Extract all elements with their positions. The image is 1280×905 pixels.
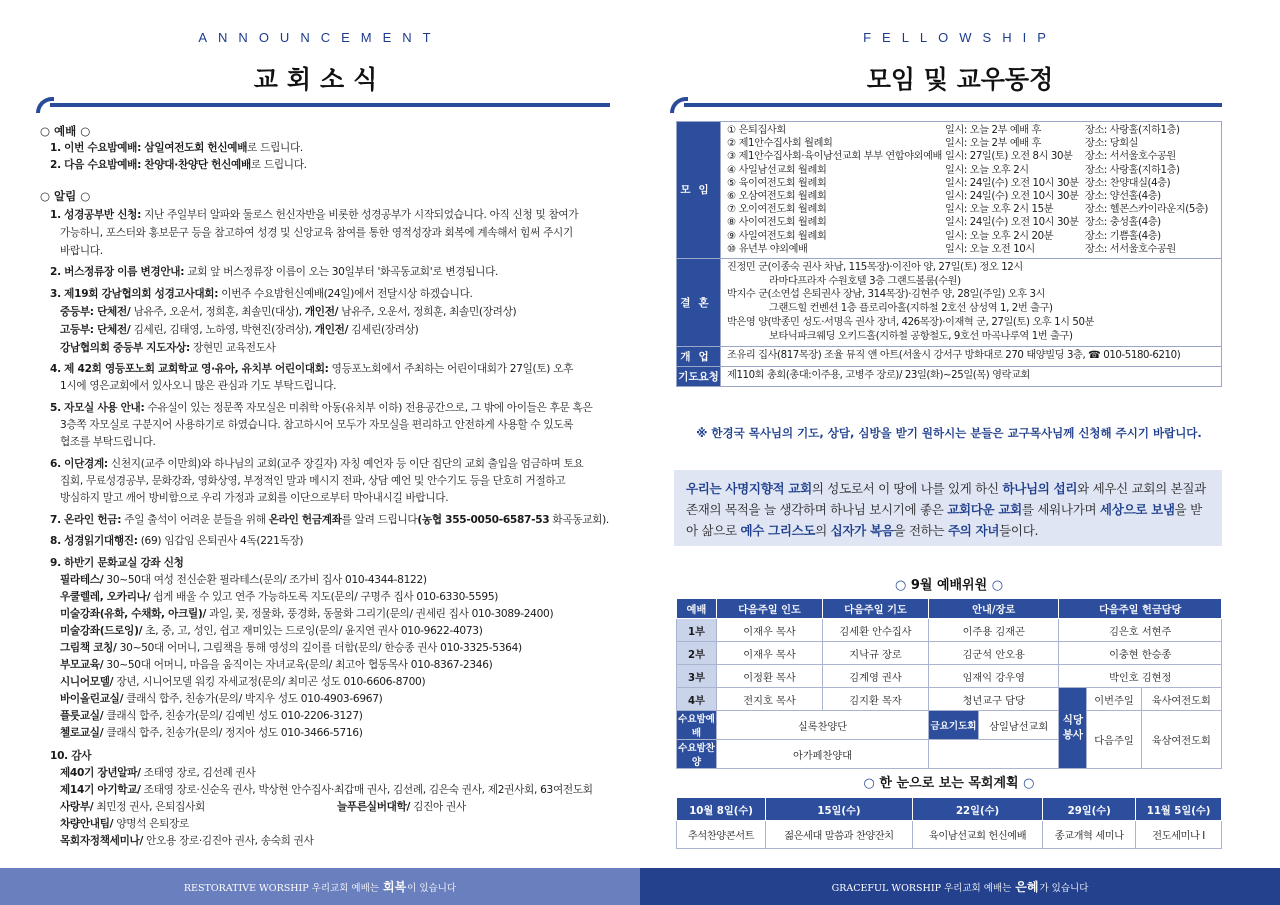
meetings-row — [677, 122, 1222, 259]
prayer-row — [677, 366, 1222, 386]
worship-item-1: 1. 이번 수요밤예배: 삼일여전도회 헌신예배로 드립니다. — [50, 142, 303, 154]
ministry-plan-heading: ○ 한 눈으로 보는 목회계획 ○ — [863, 776, 1035, 791]
opening-row — [677, 346, 1222, 366]
class-item: 플룻교실/ 클래식 합주, 친송가(문의/ 김예빈 성도 010-2206-3127) — [60, 710, 363, 722]
table-row: 1부 이재우 목사 김세환 안수집사 이주용 김재곤 김은호 서현주 — [677, 619, 1222, 642]
col-header: 다음주일 기도 — [823, 599, 929, 619]
thanks-item: 차량안내팀/ 양명석 은퇴장로 — [60, 818, 189, 830]
meeting-item: ⑤ 육이여전도회 월례회 일시: 24일(수) 오전 10시 30분 장소: 찬양대실(4층) — [727, 177, 1171, 189]
wedding-line: 박은영 양(박종민 성도·서명옥 권사 장녀, 426목장)·이재혁 군, 27일(토) 오후 1시 50분 — [727, 317, 1095, 329]
prayer-text: 제110회 총회(총대:이주용, 고병주 장로)/ 23일(화)~25일(목) 영락교회 — [721, 366, 1222, 386]
class-item: 첼로교실/ 클래식 합주, 친송가(문의/ 정지아 성도 010-3466-5716) — [60, 727, 363, 739]
notice-3-high-school: 고등부: 단체전/ 김세린, 김태영, 노하영, 박현진(장려상), 개인전/ 김세린(장려상) — [60, 324, 419, 336]
class-item: 미술강좌(유화, 수채화, 아크릴)/ 과일, 꽃, 정물화, 풍경화, 동물화 그리기(문의/ 권세린 집사 010-3089-2400) — [60, 608, 554, 620]
meeting-item: ① 은퇴집사회 일시: 오늘 2부 예배 후 장소: 사랑홀(지하1층) — [727, 125, 1180, 136]
notice-3-leader-award: 강남협의회 중등부 지도자상: 장현민 교육전도사 — [60, 342, 276, 354]
notice-5-line-1: 5. 자모실 사용 안내: 수유실이 있는 정문쪽 자모실은 미취학 아동(유치부 이하) 전용공간으로, 그 밖에 아이들은 후문 혹은 — [50, 402, 593, 414]
class-item: 부모교육/ 30~50대 어머니, 마음을 움직이는 자녀교육(문의/ 최고아 협동목사 010-8367-2346) — [60, 659, 493, 671]
col-header: 15일(수) — [766, 798, 913, 821]
left-footer: RESTORATIVE WORSHIP 우리교회 예배는 회복 이 있습니다 — [0, 868, 640, 905]
category-prayer: 기도요청 — [677, 366, 721, 386]
section-notice-heading: ○ 알림 ○ — [40, 189, 91, 203]
weddings-row — [677, 258, 1222, 346]
thanks-item: 제40기 장년알파/ 조태영 장로, 김선례 권사 — [60, 767, 256, 779]
notice-5-line-3: 협조를 부탁드립니다. — [60, 436, 156, 448]
col-header: 다음주일 인도 — [717, 599, 823, 619]
fellowship-kicker: FELLOWSHIP — [863, 30, 1057, 45]
col-header: 다음주일 헌금담당 — [1059, 599, 1222, 619]
table-row: 추석찬양콘서트 젊은세대 말씀과 찬양잔치 육이남선교회 헌신예배 종교개혁 세미나 전도세미나 I — [677, 821, 1222, 849]
col-header: 11월 5일(수) — [1136, 798, 1222, 821]
notice-6-line-1: 6. 이단경계: 신천지(교주 이만희)와 하나님의 교회(교주 장길자) 자칭 예언자 등 이단 집단의 교회 출입을 엄금하며 토요 — [50, 458, 584, 470]
notice-6-line-2: 집회, 무료성경공부, 문화강좌, 영화상영, 부정적인 말과 메시지 전파, 상담 예언 및 안수기도 등을 단호히 거절하고 — [60, 475, 566, 487]
notice-1-line-3: 바랍니다. — [60, 245, 103, 257]
worship-committee-heading: ○ 9월 예배위원 ○ — [894, 578, 1004, 593]
class-item: 미술강좌(드로잉)/ 초, 중, 고, 성인, 쉽고 재미있는 드로잉(문의/ 윤지연 권사 010-9622-4073) — [60, 625, 483, 637]
col-header: 예배 — [677, 599, 717, 619]
table-row: 수요밤찬양 아가페찬양대 — [677, 740, 1222, 769]
meeting-item: ⑩ 유년부 야외예배 일시: 오늘 오전 10시 장소: 서서울호수공원 — [727, 243, 1176, 255]
meeting-item: ⑥ 오삼여전도회 월례회 일시: 24일(수) 오전 10시 30분 장소: 양선홀(4층) — [727, 190, 1161, 202]
opening-text: 조유리 집사(817목장) 조율 뮤직 앤 아트(서울시 강서구 방화대로 270 태양빌딩 3층, ☎ 010-5180-6210) — [721, 346, 1222, 366]
notice-10-title: 10. 감사 — [50, 750, 92, 762]
table-row: 3부 이정환 목사 김계영 권사 임재익 강우영 박인호 김현정 — [677, 665, 1222, 688]
mission-statement: 우리는 사명지향적 교회의 성도로서 이 땅에 나를 있게 하신 하나님의 섭리와 세우신 교회의 본질과 존재의 목적을 늘 생각하며 하나님 보시기에 좋은 교회다운 교회를 세워나가며 세상으로 보냄을 받아 삶으로 예수 그리스도의 십자가 복음을 전하는 주의 자녀들이다. — [674, 470, 1222, 546]
col-header: 안내/장로 — [929, 599, 1059, 619]
category-meeting: 모임 — [677, 122, 721, 259]
meeting-item: ⑦ 오이여전도회 월례회 일시: 오늘 오후 2시 15분 장소: 헬몬스카이라운지(5층) — [727, 204, 1208, 216]
thanks-item: 늘푸른실버대학/ 김진아 권사 — [337, 801, 466, 813]
thanks-item: 제14기 아기학교/ 조태영 장로·신순옥 권사, 박상현 안수집사·최갑매 권사, 김선례, 김은숙 권사, 제2권사회, 63여전도회 — [60, 784, 593, 796]
table-row: 2부 이재우 목사 지낙규 장로 김군석 안오용 이충현 한승종 — [677, 642, 1222, 665]
wedding-venue: 그랜드힐 컨벤션 1층 플로리아홀(지하철 2호선 삼성역 1, 2번 출구) — [769, 303, 1053, 315]
col-header: 29일(수) — [1043, 798, 1136, 821]
notice-2: 2. 버스정류장 이름 변경안내: 교회 앞 버스정류장 이름이 오는 30일부터 '화곡동교회'로 변경됩니다. — [50, 266, 499, 278]
cafeteria-service-label: 식당 봉사 — [1059, 688, 1087, 769]
notice-1-line-1: 1. 성경공부반 신청: 지난 주일부터 알파와 둘로스 헌신자반을 비롯한 성경공부가 시작되었습니다. 아직 신청 및 참여가 — [50, 209, 579, 221]
meeting-item: ⑧ 사이여전도회 월례회 일시: 24일(수) 오전 10시 30분 장소: 충성홀(4층) — [727, 217, 1161, 229]
events-table — [676, 121, 1222, 387]
weddings-list — [721, 258, 1222, 346]
meeting-item: ② 제1안수집사회 월례회 일시: 오늘 2부 예배 후 장소: 당회실 — [727, 138, 1139, 150]
notice-3-middle-school: 중등부: 단체전/ 남유주, 오운서, 정희훈, 최솔민(대상), 개인전/ 남유주, 오운서, 정희훈, 최솔민(장려상) — [60, 306, 517, 318]
notice-1-line-2: 가능하니, 포스터와 홍보문구 등을 참고하여 성경 및 신앙교육 참여를 통한 영적성장과 회복에 계속해서 힘써 주시기 — [60, 227, 573, 239]
notice-6-line-3: 방심하지 말고 깨어 방비함으로 우리 가정과 교회를 이단으로부터 막아내시길 바랍니다. — [60, 492, 449, 504]
class-item: 바이올린교실/ 클래식 합주, 친송가(문의/ 박지우 성도 010-4903-6967) — [60, 693, 383, 705]
meeting-item: ③ 제1안수집사회·육이남선교회 부부 연합야외예배 일시: 27일(토) 오전 8시 30분 장소: 서서울호수공원 — [727, 151, 1176, 163]
thanks-item: 목회자정책세미나/ 안오용 장로·김진아 권사, 송숙희 권사 — [60, 835, 314, 847]
section-worship-heading: ○ 예배 ○ — [40, 124, 91, 138]
worship-committee-table — [676, 598, 1222, 769]
class-item: 필라테스/ 30~50대 여성 전신순환 필라테스(문의/ 조가비 집사 010-4344-8122) — [60, 574, 427, 586]
col-header: 22일(수) — [912, 798, 1042, 821]
worship-item-2: 2. 다음 수요밤예배: 찬양대·찬양단 헌신예배로 드립니다. — [50, 159, 307, 171]
notice-4-line-1: 4. 제 42회 영등포노회 교회학교 영·유아, 유치부 어린이대회: 영등포노회에서 주최하는 어린이대회가 27일(토) 오후 — [50, 363, 574, 375]
ministry-plan-table — [676, 797, 1222, 849]
title-rule — [50, 103, 610, 107]
wedding-venue: 라마다프라자 수원호텔 3층 그랜드볼룸(수원) — [769, 275, 961, 287]
meetings-list — [721, 122, 1222, 259]
col-header: 10월 8일(수) — [677, 798, 766, 821]
wedding-venue: 보타닉파크웨딩 오키드홀(지하철 공항철도, 9호선 마곡나루역 1번 출구) — [769, 330, 1073, 342]
notice-5-line-2: 3층쪽 자모실로 구분지어 사용하기로 하였습니다. 참고하시어 모두가 자모실을 편리하고 안전하게 사용할 수 있도록 — [60, 419, 574, 431]
meeting-item: ④ 사일남선교회 월례회 일시: 오늘 오후 2시 장소: 사랑홀(지하1층) — [727, 164, 1180, 176]
wedding-line: 박지수 군(소연섭 은퇴권사 장남, 314목장)·김현주 양, 28일(주일) 오후 3시 — [727, 289, 1046, 301]
page-title: 모임 및 교우동정 — [866, 65, 1054, 94]
thanks-item: 사랑부/ 최민정 권사, 은퇴집사회 — [60, 801, 205, 813]
category-opening: 개업 — [677, 346, 721, 366]
category-wedding: 결혼 — [677, 258, 721, 346]
notice-7: 7. 온라인 헌금: 주일 출석이 어려운 분들을 위해 온라인 헌금계좌를 알려 드립니다(농협 355-0050-6587-53 화곡동교회). — [50, 514, 609, 526]
class-item: 우쿨렐레, 오카리나/ 쉽게 배울 수 있고 연주 가능하도록 지도(문의/ 구명주 집사 010-6330-5595) — [60, 591, 499, 603]
wedding-line: 진정민 군(이종숙 권사 차남, 115목장)·이진아 양, 27일(토) 정오 12시 — [727, 261, 1023, 273]
announcement-kicker: ANNOUNCEMENT — [198, 30, 442, 45]
pastor-contact-notice: ※ 한경국 목사님의 기도, 상담, 심방을 받기 원하시는 분들은 교구목사님께 신청해 주시기 바랍니다. — [696, 426, 1202, 440]
title-rule — [684, 103, 1222, 107]
notice-8: 8. 성경읽기대행진: (69) 임갑임 은퇴권사 4독(221독장) — [50, 535, 304, 547]
meeting-item: ⑨ 사일여전도회 월례회 일시: 오늘 오후 2시 20분 장소: 기쁨홀(4층) — [727, 230, 1161, 242]
notice-3: 3. 제19회 강남협의회 성경고사대회: 이번주 수요밤헌신예배(24일)에서 전달시상 하겠습니다. — [50, 288, 473, 300]
right-footer: GRACEFUL WORSHIP 우리교회 예배는 은혜 가 있습니다 — [640, 868, 1280, 905]
class-item: 시니어모델/ 장년, 시니어모델 워킹 자세교정(문의/ 최미곤 성도 010-6606-8700) — [60, 676, 426, 688]
class-item: 그림책 코칭/ 30~50대 어머니, 그림책을 통해 영성의 깊이를 더함(문의/ 한승종 권사 010-3325-5364) — [60, 642, 522, 654]
page-title: 교회소식 — [253, 65, 387, 94]
notice-9-title: 9. 하반기 문화교실 강좌 신청 — [50, 557, 184, 569]
notice-4-line-2: 1시에 영은교회에서 있사오니 많은 관심과 기도 부탁드립니다. — [60, 380, 337, 392]
table-row: 수요밤예배 실록찬양단 금요기도회 삼일남선교회 다음주일 육삼여전도회 — [677, 711, 1222, 740]
table-row: 4부 전지호 목사 김지환 목자 청년교구 담당 식당 봉사 이번주일 육사여전도회 — [677, 688, 1222, 711]
